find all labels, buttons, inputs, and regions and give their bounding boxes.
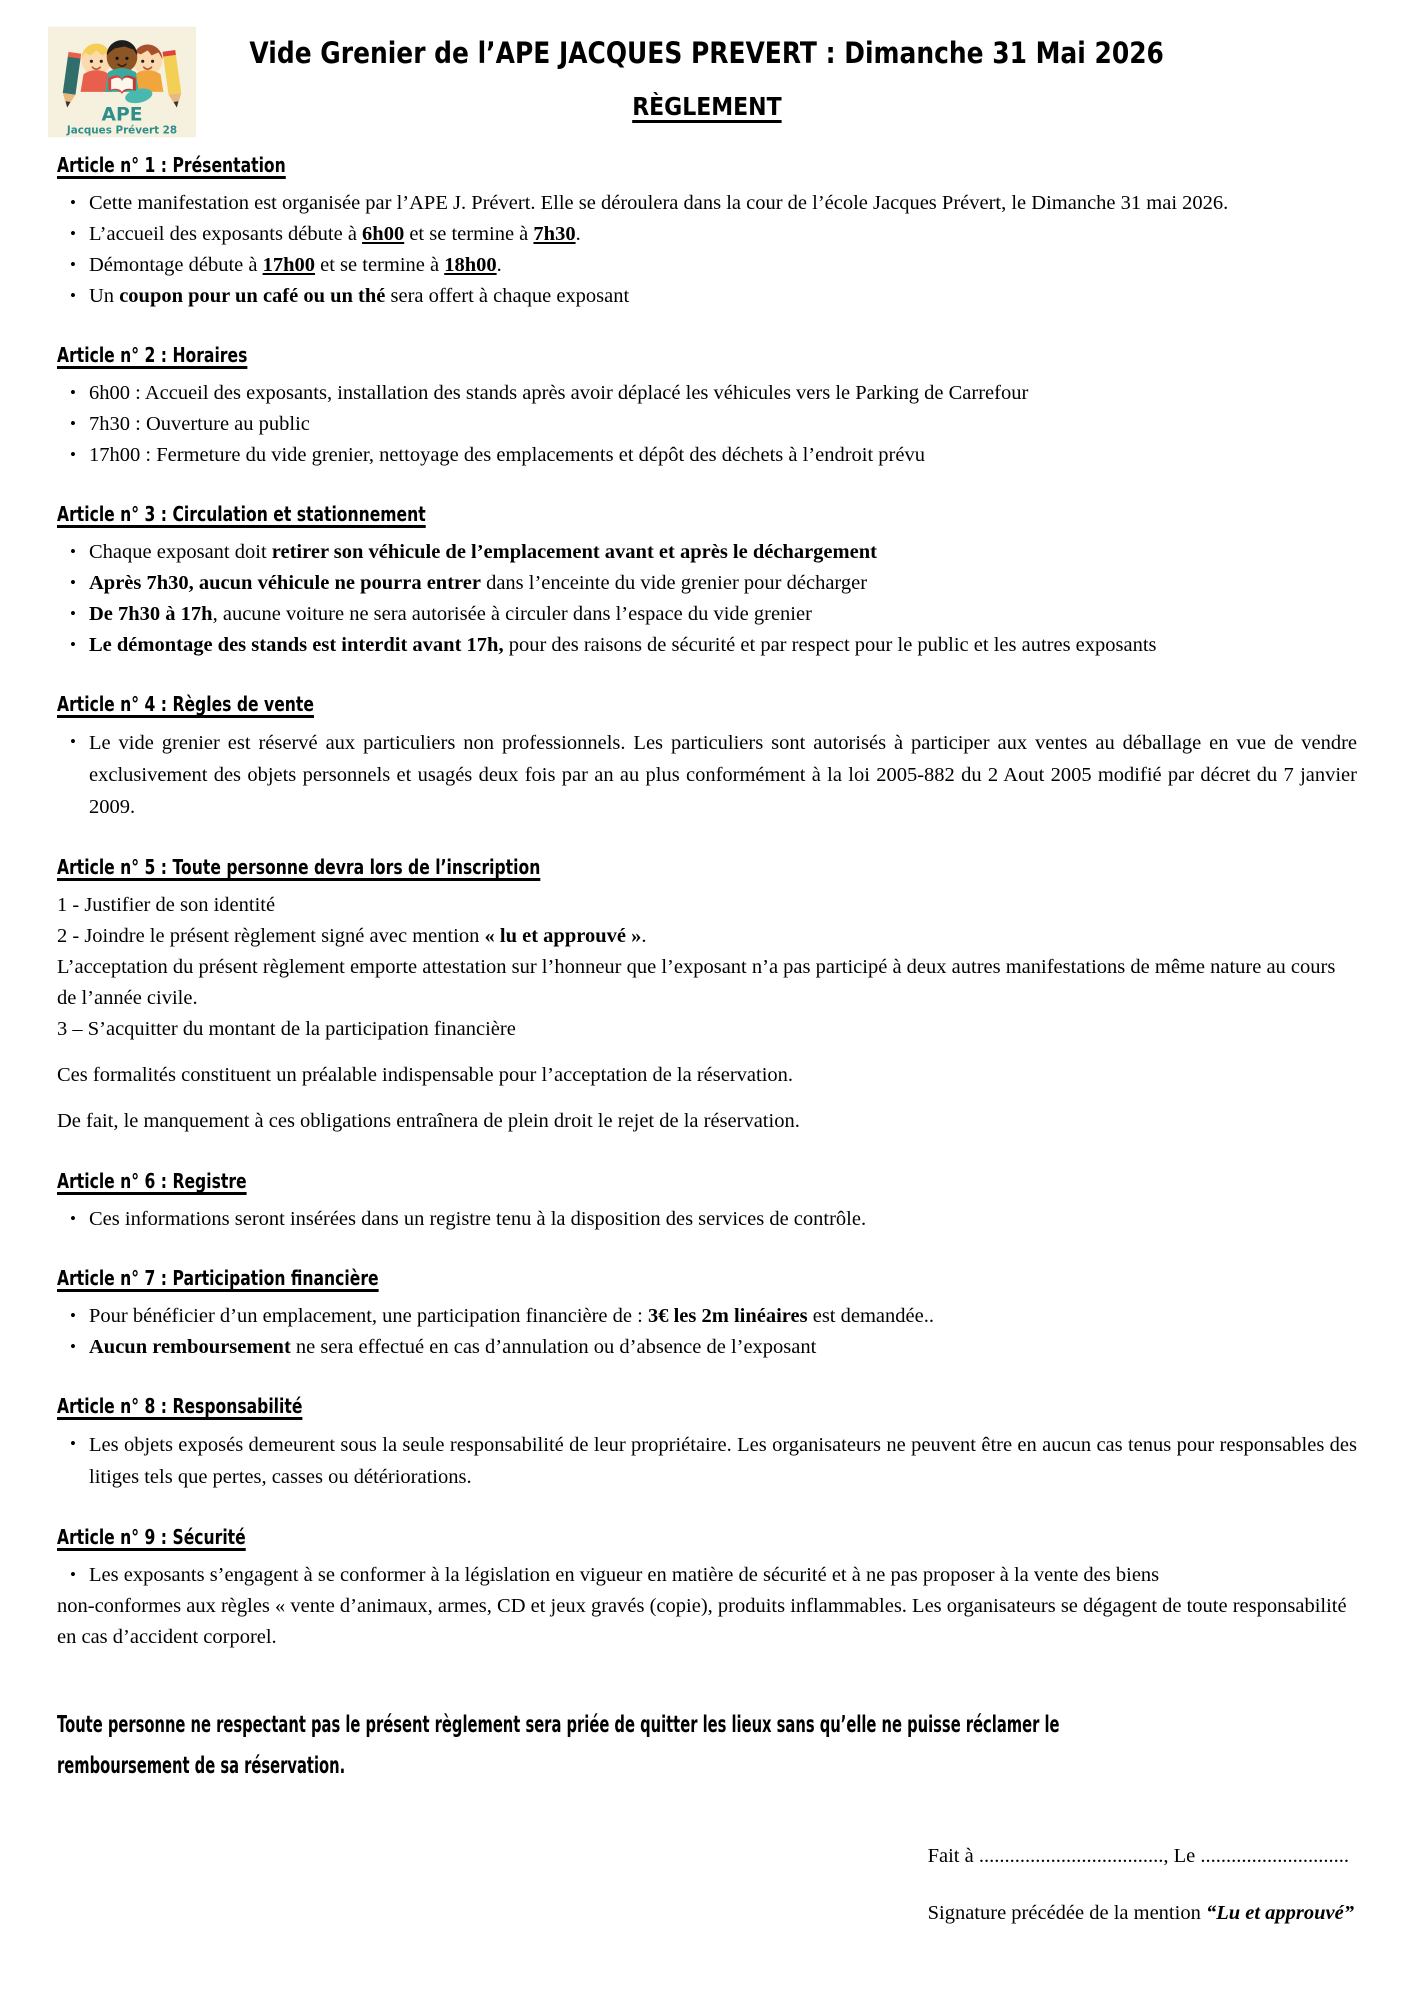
article-heading <box>57 692 1357 716</box>
text-run: pour des raisons de sécurité et par respect pour le public et les autres exposants <box>503 634 1157 656</box>
text-run: Ces informations seront insérées dans un registre tenu à la disposition des services de contrôle. <box>89 1208 867 1230</box>
signature-mention: “Lu et approuvé” <box>1205 1902 1354 1924</box>
bullet-text <box>89 281 1357 311</box>
article-section <box>57 1394 1357 1493</box>
text-run: sera offert à chaque exposant <box>385 285 630 307</box>
logo-school-name: Jacques Prévert 28 <box>66 124 178 137</box>
bullet-text <box>89 219 1357 249</box>
bullet-item <box>70 378 1357 408</box>
article-heading <box>57 1266 1357 1290</box>
bullet-marker: • <box>70 732 76 751</box>
article-heading <box>57 1394 1357 1418</box>
text-run: . <box>641 925 647 947</box>
bullet-item <box>70 599 1357 629</box>
bullet-text <box>89 409 1357 439</box>
bullet-text <box>89 1301 1357 1331</box>
text-run: 17h00 : Fermeture du vide grenier, nettoyage des emplacements et dépôt des déchets à l’endroit prévu <box>89 444 925 466</box>
bullet-text <box>89 188 1357 218</box>
bullet-text <box>89 630 1357 660</box>
article-section <box>57 1266 1357 1362</box>
bullet-item <box>70 1429 1357 1493</box>
bullet-text <box>89 1332 1357 1362</box>
bullet-item <box>70 188 1357 218</box>
text-run: est demandée.. <box>807 1305 934 1327</box>
bullet-text <box>89 1204 1357 1234</box>
article-section <box>57 855 1357 1137</box>
bullet-item <box>70 409 1357 439</box>
article-section <box>57 692 1357 823</box>
bullet-item <box>70 537 1357 567</box>
paragraph <box>57 1106 1357 1137</box>
text-run: 3 – S’acquitter du montant de la participation financière <box>57 1018 516 1040</box>
paragraph <box>57 1014 1357 1045</box>
paragraph <box>57 890 1357 921</box>
text-run: 17h00 <box>262 254 316 276</box>
article-heading <box>57 1169 1357 1193</box>
logo-acronym: APE <box>101 104 143 126</box>
bullet-marker: • <box>70 604 76 623</box>
bullet-marker: • <box>70 224 76 243</box>
bullet-item <box>70 568 1357 598</box>
text-run: Un <box>89 285 120 307</box>
signature-block <box>928 1845 1354 1925</box>
page-title: Vide Grenier de l’APE JACQUES PREVERT : Dimanche 31 Mai 2026 <box>249 36 1165 70</box>
bullet-item <box>70 1301 1357 1331</box>
text-run: 3€ les 2m linéaires <box>647 1305 808 1327</box>
articles <box>0 153 1414 1653</box>
bullet-marker: • <box>70 383 76 402</box>
article-heading-text: Article n° 3 : Circulation et stationnement <box>57 502 426 526</box>
text-run: « lu et approuvé » <box>484 925 642 947</box>
final-warning-line1: Toute personne ne respectant pas le présent règlement sera priée de quitter les lieux sans qu’elle ne puisse réclamer le <box>57 1712 1060 1738</box>
text-run: et se termine à <box>315 254 445 276</box>
bullet-marker: • <box>70 542 76 561</box>
text-run: 6h00 : Accueil des exposants, installation des stands après avoir déplacé les véhicules vers le Parking de Carrefour <box>89 382 1029 404</box>
text-run: Pour bénéficier d’un emplacement, une participation financière de : <box>89 1305 648 1327</box>
bullet-marker: • <box>70 573 76 592</box>
text-run: . <box>496 254 502 276</box>
bullet-text <box>89 440 1357 470</box>
date-place-line: Fait à ...................................., Le ............................. <box>927 1845 1349 1867</box>
text-run: 18h00 <box>444 254 497 276</box>
text-run: Le démontage des stands est interdit avant 17h, <box>89 634 504 656</box>
bullet-item <box>70 630 1357 660</box>
bullet-marker: • <box>70 1565 76 1584</box>
bullet-item <box>70 219 1357 249</box>
text-run: 6h00 <box>362 223 405 245</box>
text-run: . <box>575 223 581 245</box>
article-heading <box>57 153 1357 177</box>
bullet-item <box>70 1332 1357 1362</box>
paragraph <box>57 1591 1357 1653</box>
article-heading-text: Article n° 8 : Responsabilité <box>57 1394 303 1418</box>
text-run: dans l’enceinte du vide grenier pour décharger <box>480 572 868 594</box>
article-section <box>57 1169 1357 1234</box>
text-run: Aucun remboursement <box>89 1336 291 1358</box>
bullet-item <box>70 1560 1357 1590</box>
bullet-marker: • <box>70 255 76 274</box>
bullet-item <box>70 250 1357 280</box>
bullet-item <box>70 440 1357 470</box>
text-run: Le vide grenier est réservé aux particuliers non professionnels. Les particuliers sont autorisés à participer aux ventes au déballage en vue de vendre exclusivement des objets personnels et usagés deux fois par an au plus conformément à la loi 2005-882 du 2 Aout 2005 modifié par décret du 7 janvier 2009. <box>89 732 1357 818</box>
text-run: Chaque exposant doit <box>89 541 272 563</box>
bullet-text <box>89 1560 1357 1590</box>
paragraph <box>57 921 1357 952</box>
bullet-text <box>89 537 1357 567</box>
bullet-item <box>70 1204 1357 1234</box>
text-run: L’acceptation du présent règlement emporte attestation sur l’honneur que l’exposant n’a pas participé à deux autres manifestations de même nature au cours de l’année civile. <box>57 956 1336 1009</box>
bullet-text <box>89 378 1357 408</box>
bullet-text <box>89 1429 1357 1493</box>
text-run: 7h30 : Ouverture au public <box>89 413 310 435</box>
text-run: Démontage débute à <box>89 254 263 276</box>
bullet-marker: • <box>70 414 76 433</box>
final-warning <box>57 1705 1414 1787</box>
bullet-marker: • <box>70 1337 76 1356</box>
final-warning-line2: remboursement de sa réservation. <box>57 1753 346 1779</box>
text-run: non-conformes aux règles « vente d’animaux, armes, CD et jeux gravés (copie), produits inflammables. Les organisateurs se dégagent de toute responsabilité en cas d’accident corporel. <box>57 1595 1347 1648</box>
bullet-marker: • <box>70 1209 76 1228</box>
text-run: Les exposants s’engagent à se conformer à la législation en vigueur en matière de sécurité et à ne pas proposer à la vente des biens <box>89 1564 1160 1586</box>
bullet-item <box>70 727 1357 823</box>
ape-logo <box>48 26 196 138</box>
text-run: retirer son véhicule de l’emplacement avant et après le déchargement <box>271 541 877 563</box>
text-run: 1 - Justifier de son identité <box>57 894 276 916</box>
spacer <box>57 1045 1357 1060</box>
bullet-marker: • <box>70 1434 76 1453</box>
bullet-marker: • <box>70 286 76 305</box>
article-heading <box>57 343 1357 367</box>
article-section <box>57 1525 1357 1653</box>
text-run: Les objets exposés demeurent sous la seule responsabilité de leur propriétaire. Les organisateurs ne peuvent être en aucun cas tenus pour responsables des litiges tels que pertes, casses ou détériorations. <box>89 1434 1357 1488</box>
bullet-marker: • <box>70 635 76 654</box>
bullet-text <box>89 599 1357 629</box>
signature-prefix: Signature précédée de la mention <box>927 1902 1206 1924</box>
article-section <box>57 343 1357 470</box>
text-run: De 7h30 à 17h <box>89 603 213 625</box>
text-run: 7h30 <box>533 223 576 245</box>
article-section <box>57 153 1357 311</box>
bullet-item <box>70 281 1357 311</box>
bullet-text <box>89 568 1357 598</box>
bullet-text <box>89 250 1357 280</box>
text-run: coupon pour un café ou un thé <box>119 285 386 307</box>
paragraph <box>57 952 1357 1014</box>
bullet-text <box>89 727 1357 823</box>
article-heading <box>57 855 1357 879</box>
text-run: Après 7h30, aucun véhicule ne pourra entrer <box>89 572 481 594</box>
text-run: De fait, le manquement à ces obligations entraînera de plein droit le rejet de la réservation. <box>57 1110 800 1132</box>
paragraph <box>57 1060 1357 1091</box>
text-run: , aucune voiture ne sera autorisée à circuler dans l’espace du vide grenier <box>212 603 812 625</box>
signature-line <box>928 1902 1354 1925</box>
article-heading-text: Article n° 7 : Participation financière <box>57 1266 379 1290</box>
text-run: Ces formalités constituent un préalable indispensable pour l’acceptation de la réservation. <box>57 1064 794 1086</box>
text-run: 2 - Joindre le présent règlement signé avec mention <box>57 925 485 947</box>
bullet-marker: • <box>70 193 76 212</box>
article-heading <box>57 1525 1357 1549</box>
article-heading-text: Article n° 4 : Règles de vente <box>57 692 314 716</box>
page-subtitle: RÈGLEMENT <box>632 92 782 121</box>
text-run: et se termine à <box>404 223 534 245</box>
article-section <box>57 502 1357 660</box>
article-heading <box>57 502 1357 526</box>
article-heading-text: Article n° 6 : Registre <box>57 1169 247 1193</box>
text-run: L’accueil des exposants débute à <box>89 223 363 245</box>
article-heading-text: Article n° 2 : Horaires <box>57 343 248 367</box>
spacer <box>57 1091 1357 1106</box>
text-run: Cette manifestation est organisée par l’APE J. Prévert. Elle se déroulera dans la cour de l’école Jacques Prévert, le Dimanche 31 mai 2026. <box>89 192 1229 214</box>
article-heading-text: Article n° 5 : Toute personne devra lors de l’inscription <box>57 855 541 879</box>
article-heading-text: Article n° 1 : Présentation <box>57 153 286 177</box>
article-heading-text: Article n° 9 : Sécurité <box>57 1525 246 1549</box>
bullet-marker: • <box>70 445 76 464</box>
text-run: ne sera effectué en cas d’annulation ou d’absence de l’exposant <box>290 1336 817 1358</box>
bullet-marker: • <box>70 1306 76 1325</box>
